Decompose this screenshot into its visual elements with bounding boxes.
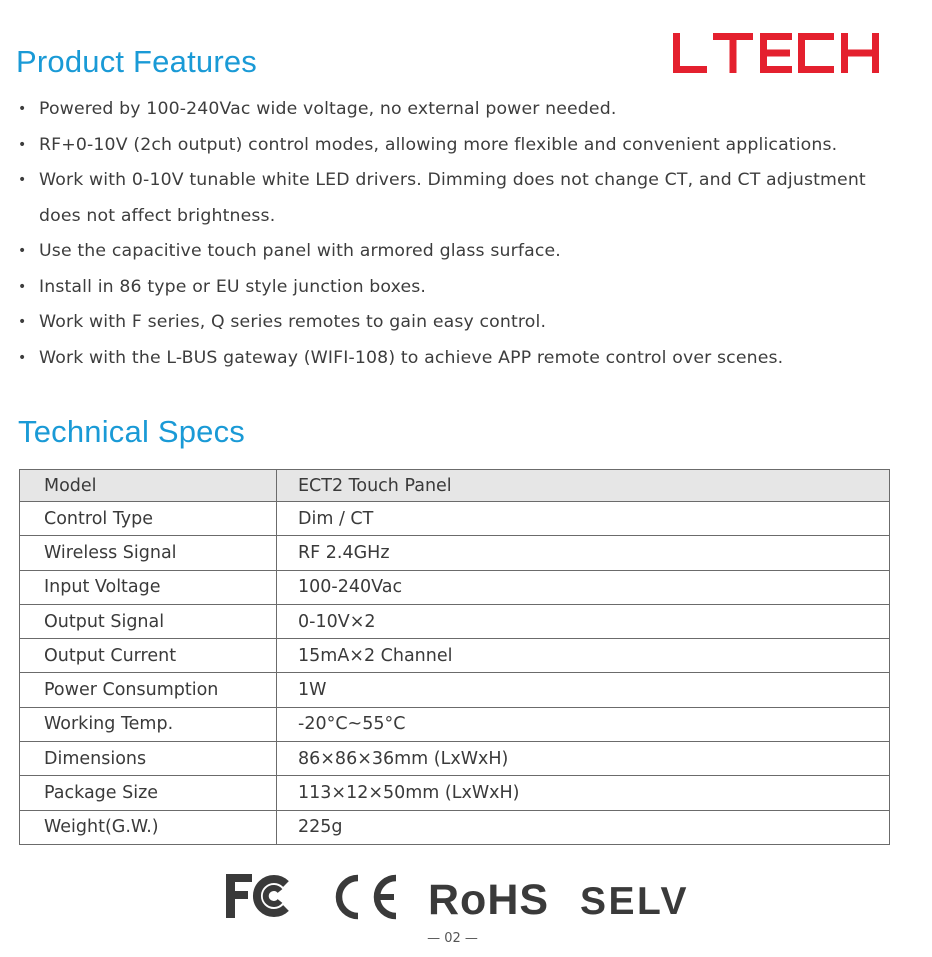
- spec-value: 113×12×50mm (LxWxH): [277, 776, 890, 810]
- feature-item: • Work with 0-10V tunable white LED drivers. Dimming does not change CT, and CT adjustment does not affect brightness.: [18, 170, 866, 226]
- feature-item: • Work with F series, Q series remotes to gain easy control.: [18, 312, 547, 332]
- ltech-logo: [673, 30, 895, 76]
- spec-value: 100-240Vac: [277, 570, 890, 604]
- table-row: [20, 570, 890, 604]
- spec-value: 15mA×2 Channel: [277, 639, 890, 673]
- table-row: [20, 470, 890, 502]
- spec-key: Package Size: [20, 776, 277, 810]
- fcc-mark-icon: [224, 870, 298, 926]
- table-row: [20, 810, 890, 844]
- spec-value: 1W: [277, 673, 890, 707]
- rohs-mark: RoHS: [428, 876, 550, 924]
- product-features-title: Product Features: [16, 44, 257, 79]
- spec-value: 0-10V×2: [277, 604, 890, 638]
- spec-table: [19, 469, 890, 845]
- feature-list: [18, 92, 908, 376]
- feature-item: • RF+0-10V (2ch output) control modes, allowing more flexible and convenient applications.: [18, 134, 838, 155]
- spec-value: RF 2.4GHz: [277, 536, 890, 570]
- table-row: [20, 536, 890, 570]
- technical-specs-title: Technical Specs: [18, 414, 246, 449]
- selv-mark: SELV: [580, 880, 689, 923]
- spec-key: Input Voltage: [20, 570, 277, 604]
- spec-value: 225g: [277, 810, 890, 844]
- spec-value: ECT2 Touch Panel: [277, 470, 890, 502]
- table-row: [20, 604, 890, 638]
- page-number: — 02 —: [427, 931, 478, 946]
- table-row: [20, 673, 890, 707]
- spec-key: Output Signal: [20, 604, 277, 638]
- table-row: [20, 707, 890, 741]
- table-row: [20, 502, 890, 536]
- spec-key: Weight(G.W.): [20, 810, 277, 844]
- spec-value: -20°C~55°C: [277, 707, 890, 741]
- spec-key: Output Current: [20, 639, 277, 673]
- feature-item: • Use the capacitive touch panel with armored glass surface.: [18, 241, 561, 261]
- spec-key: Dimensions: [20, 742, 277, 776]
- feature-item: • Install in 86 type or EU style junction boxes.: [18, 276, 427, 297]
- spec-key: Power Consumption: [20, 673, 277, 707]
- spec-key: Wireless Signal: [20, 536, 277, 570]
- table-row: [20, 639, 890, 673]
- table-row: [20, 742, 890, 776]
- spec-key: Control Type: [20, 502, 277, 536]
- spec-value: Dim / CT: [277, 502, 890, 536]
- table-row: [20, 776, 890, 810]
- feature-item: • Powered by 100-240Vac wide voltage, no external power needed.: [18, 99, 617, 119]
- feature-item: • Work with the L-BUS gateway (WIFI-108) to achieve APP remote control over scenes.: [18, 347, 784, 368]
- spec-key: Model: [20, 470, 277, 502]
- ce-mark-icon: [328, 870, 400, 926]
- spec-value: 86×86×36mm (LxWxH): [277, 742, 890, 776]
- spec-key: Working Temp.: [20, 707, 277, 741]
